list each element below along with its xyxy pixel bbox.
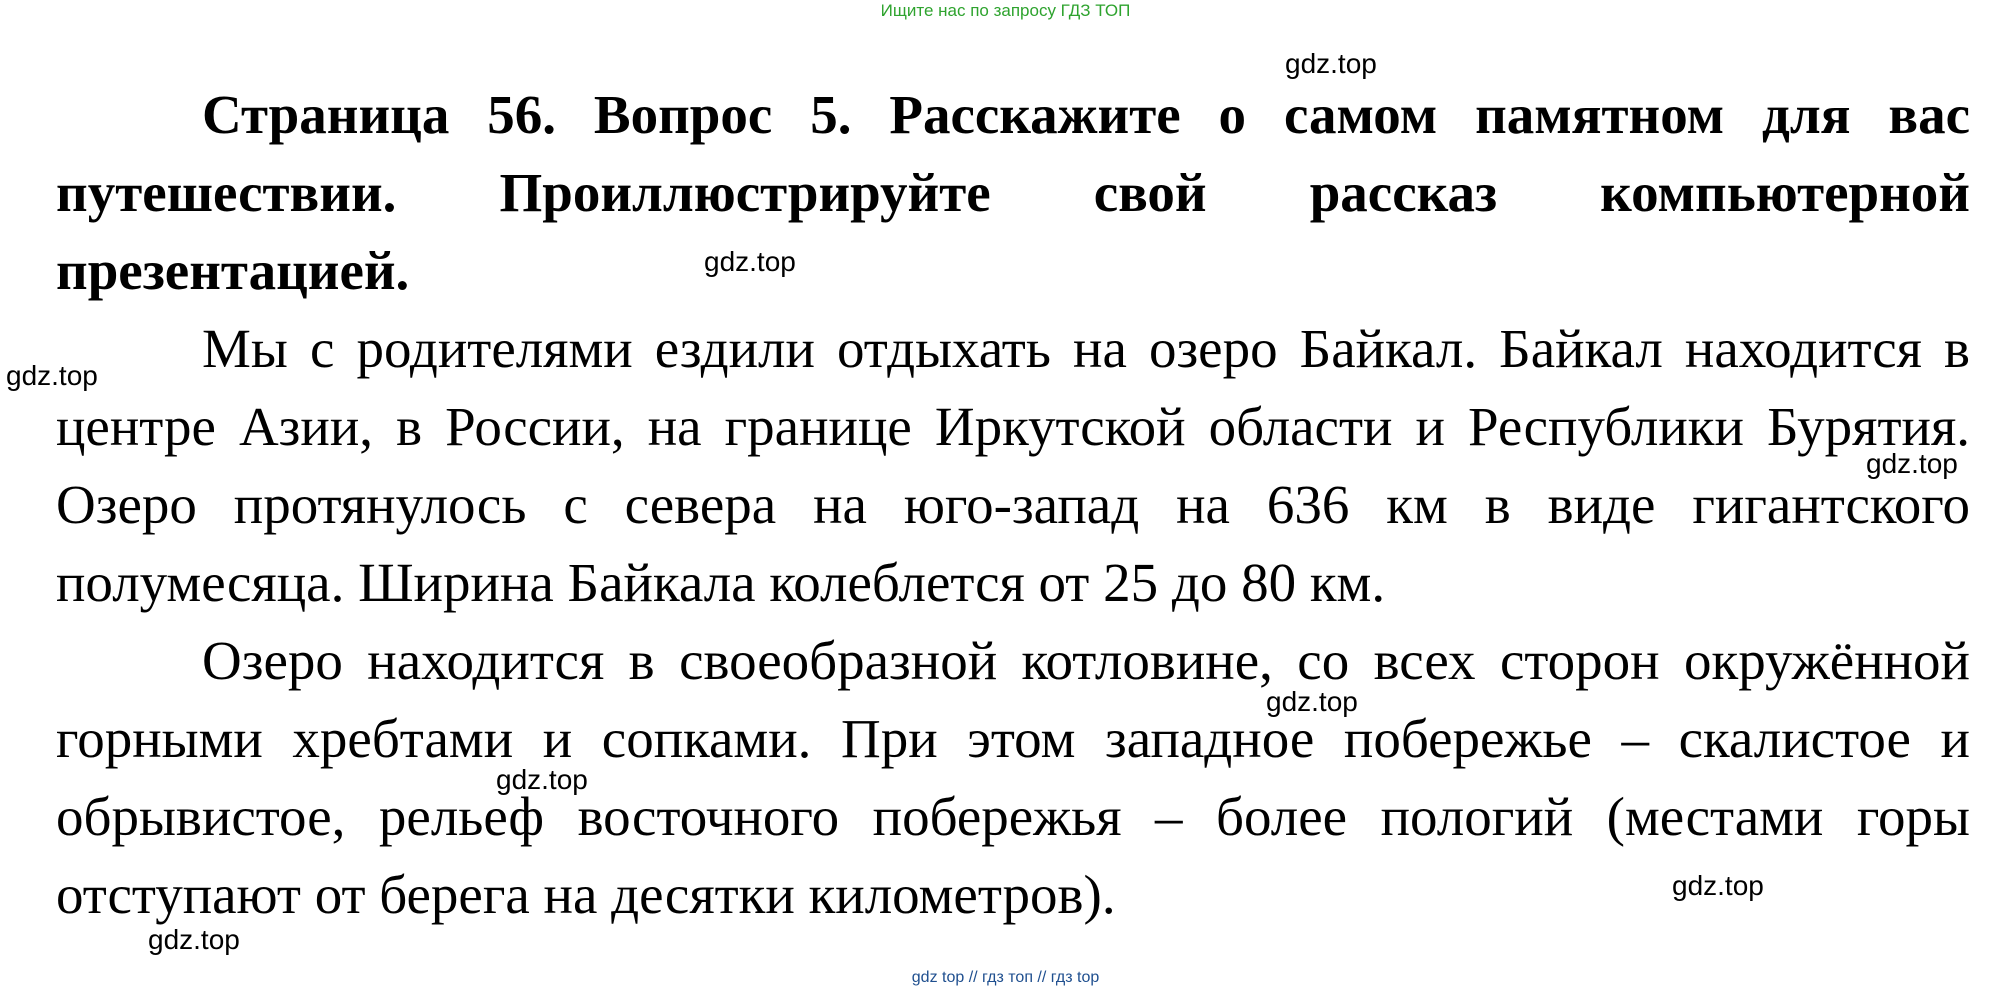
answer-paragraph-1: Мы с родителями ездили отдыхать на озеро Байкал. Байкал находится в центре Азии, в России, на границе Иркутской области и Республики Бурятия. Озеро протянулось с севера на юго-запад на 636 км в виде гигантского полумесяца. Ширина Байкала колеблется от 25 до 80 км.: [56, 318, 1970, 613]
watermark-text: gdz.top: [1866, 448, 1958, 479]
question-heading: Страница 56. Вопрос 5. Расскажите о самом памятном для вас путешествии. Проиллюстрируйте свой рассказ компьютерной презентацией.: [56, 84, 1970, 301]
watermark-text: gdz.top: [1266, 686, 1358, 717]
watermark-text: gdz.top: [1672, 870, 1764, 901]
watermark-text: gdz.top: [1285, 48, 1377, 79]
search-hint-banner: Ищите нас по запросу ГДЗ ТОП: [880, 1, 1131, 20]
watermark-text: gdz.top: [496, 764, 588, 795]
answer-paragraph-2: Озеро находится в своеобразной котловине, со всех сторон окружённой горными хребтами и сопками. При этом западное побережье – скалистое и обрывистое, рельеф восточного побережья – более пологий (местами горы отступают от берега на десятки километров).: [56, 630, 1970, 925]
footer-watermark: gdz top // гдз топ // гдз top: [911, 969, 1100, 986]
document-body: [56, 76, 1970, 934]
watermark-text: gdz.top: [704, 246, 796, 277]
watermark-text: gdz.top: [6, 360, 98, 391]
watermark-text: gdz.top: [148, 924, 240, 955]
